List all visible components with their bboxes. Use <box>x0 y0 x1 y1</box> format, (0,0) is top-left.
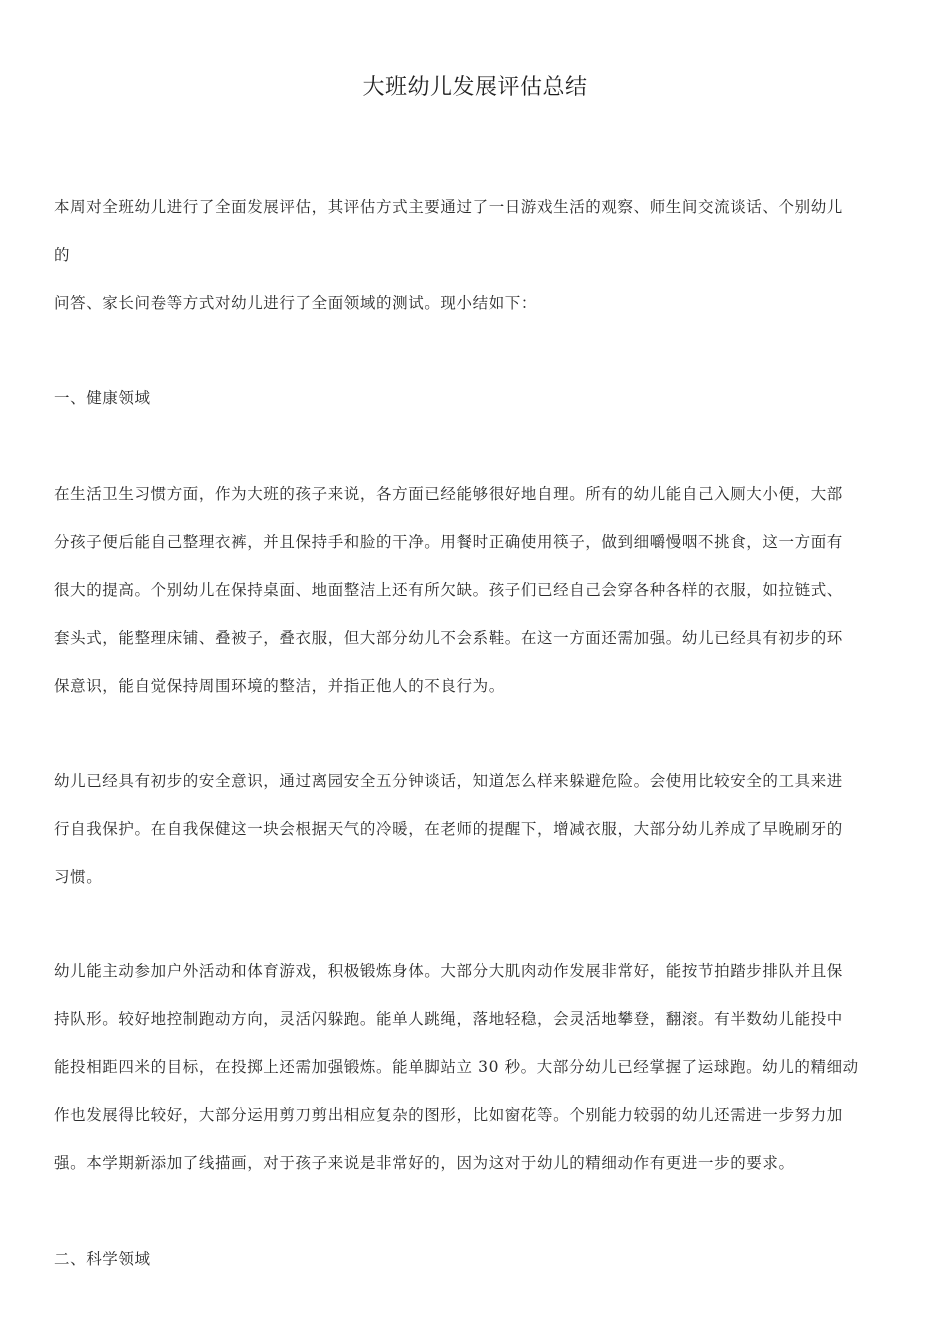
document-title: 大班幼儿发展评估总结 <box>362 75 588 100</box>
health-paragraph-2 <box>54 757 904 901</box>
intro-paragraph <box>54 183 904 327</box>
health-p3-line-2: 持队形。较好地控制跑动方向，灵活闪躲跑。能单人跳绳，落地轻稳，会灵活地攀登，翻滚。有半数幼儿能投中 <box>54 1010 843 1028</box>
health-p2-line-1: 幼儿已经具有初步的安全意识，通过离园安全五分钟谈话，知道怎么样来躲避危险。会使用比较安全的工具来进 <box>54 772 843 790</box>
intro-line-1: 本周对全班幼儿进行了全面发展评估，其评估方式主要通过了一日游戏生活的观察、师生间交流谈话、个别幼儿 <box>54 198 843 216</box>
intro-line-3: 问答、家长问卷等方式对幼儿进行了全面领域的测试。现小结如下： <box>54 294 538 312</box>
health-paragraph-1 <box>54 470 904 710</box>
health-p2-line-3: 习惯。 <box>54 868 103 886</box>
health-p1-line-4: 套头式，能整理床铺、叠被子，叠衣服，但大部分幼儿不会系鞋。在这一方面还需加强。幼儿已经具有初步的环 <box>54 629 843 647</box>
health-p3-line-3: 能投相距四米的目标，在投掷上还需加强锻炼。能单脚站立 30 秒。大部分幼儿已经掌握了运球跑。幼儿的精细动 <box>54 1058 859 1076</box>
intro-line-2: 的 <box>54 246 71 264</box>
health-p3-line-1: 幼儿能主动参加户外活动和体育游戏，积极锻炼身体。大部分大肌肉动作发展非常好，能按节拍踏步排队并且保 <box>54 962 843 980</box>
health-p1-line-3: 很大的提高。个别幼儿在保持桌面、地面整洁上还有所欠缺。孩子们已经自己会穿各种各样的衣服，如拉链式、 <box>54 581 843 599</box>
section-heading-science: 二、科学领域 <box>54 1250 151 1268</box>
health-p1-line-5: 保意识，能自觉保持周围环境的整洁，并指正他人的不良行为。 <box>54 677 505 695</box>
health-p1-line-1: 在生活卫生习惯方面，作为大班的孩子来说，各方面已经能够很好地自理。所有的幼儿能自己入厕大小便，大部 <box>54 485 843 503</box>
health-paragraph-3 <box>54 947 904 1187</box>
health-p3-line-5: 强。本学期新添加了线描画，对于孩子来说是非常好的，因为这对于幼儿的精细动作有更进一步的要求。 <box>54 1154 795 1172</box>
section-heading-health: 一、健康领域 <box>54 389 151 407</box>
health-p2-line-2: 行自我保护。在自我保健这一块会根据天气的冷暖，在老师的提醒下，增减衣服，大部分幼儿养成了早晚刷牙的 <box>54 820 843 838</box>
health-p1-line-2: 分孩子便后能自己整理衣裤，并且保持手和脸的干净。用餐时正确使用筷子，做到细嚼慢咽不挑食，这一方面有 <box>54 533 843 551</box>
health-p3-line-4: 作也发展得比较好，大部分运用剪刀剪出相应复杂的图形，比如窗花等。个别能力较弱的幼儿还需进一步努力加 <box>54 1106 843 1124</box>
